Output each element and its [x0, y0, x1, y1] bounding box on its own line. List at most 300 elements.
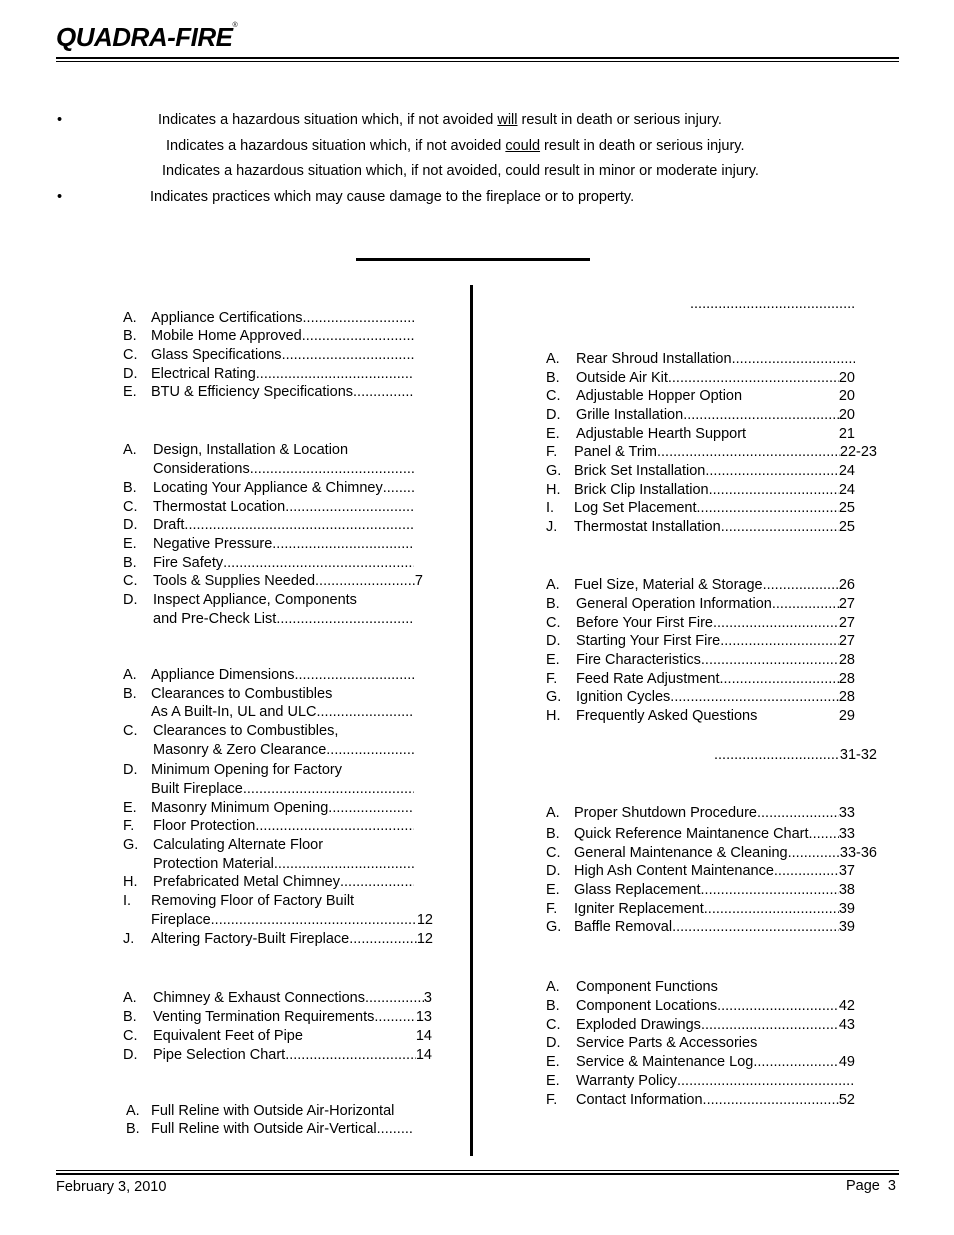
toc-page-number: 33 [838, 805, 855, 821]
toc-page-number: 26 [838, 577, 855, 593]
toc-entry-title: Masonry & Zero Clearance [153, 742, 327, 758]
toc-entry-letter: C. [123, 347, 138, 363]
toc-entry-title: Ignition Cycles [576, 689, 671, 705]
toc-entry-title: Contact Information [576, 1092, 703, 1108]
toc-entry-title: Glass Specifications [151, 347, 282, 363]
toc-entry-title: Floor Protection [153, 818, 256, 834]
toc-entry [546, 881, 855, 899]
toc-dot-leader [211, 911, 417, 929]
toc-entry [123, 1046, 432, 1064]
toc-dot-leader [315, 572, 415, 590]
toc-entry [153, 741, 414, 759]
toc-page-number: 33-36 [839, 845, 877, 861]
toc-entry-letter: A. [546, 351, 560, 367]
toc-entry [123, 383, 414, 401]
toc-entry-letter: H. [123, 874, 138, 890]
toc-entry [546, 844, 877, 862]
toc-entry [126, 1102, 414, 1120]
toc-entry-letter: C. [123, 723, 138, 739]
toc-entry [546, 825, 855, 843]
toc-entry-letter: D. [123, 366, 138, 382]
toc-entry [546, 997, 855, 1015]
toc-entry-letter: E. [546, 426, 560, 442]
toc-entry [151, 780, 414, 798]
toc-entry-title: Electrical Rating [151, 366, 256, 382]
toc-entry-title: Rear Shroud Installation [576, 351, 732, 367]
toc-entry-letter: F. [546, 901, 558, 917]
toc-dot-leader [285, 498, 414, 516]
toc-entry-letter: A. [546, 577, 560, 593]
toc-dot-leader [353, 383, 414, 401]
toc-page-number: 38 [838, 882, 855, 898]
toc-page-number: 20 [838, 407, 855, 423]
toc-dot-leader [317, 703, 415, 721]
toc-entry-letter: E. [123, 800, 137, 816]
toc-entry-letter: E. [546, 652, 560, 668]
toc-dot-leader [274, 855, 414, 873]
toc-entry-letter: G. [546, 463, 562, 479]
hazard-text-tail: result in death or serious injury. [540, 138, 745, 154]
toc-entry-letter: D. [123, 762, 138, 778]
toc-entry-letter: H. [546, 482, 561, 498]
toc-entry-letter: B. [123, 1009, 137, 1025]
toc-entry [546, 1072, 855, 1090]
toc-dot-leader [714, 746, 840, 764]
toc-entry-letter: G. [546, 689, 562, 705]
toc-entry-title: Clearances to Combustibles, [153, 723, 339, 739]
toc-entry [546, 462, 855, 480]
toc-entry-title: Fire Characteristics [576, 652, 701, 668]
toc-entry-letter: F. [546, 1092, 558, 1108]
toc-entry-letter: C. [123, 1028, 138, 1044]
toc-entry-title: Exploded Drawings [576, 1017, 701, 1033]
toc-entry-title: Fuel Size, Material & Storage [574, 577, 763, 593]
toc-entry [123, 799, 414, 817]
toc-dot-leader [763, 576, 839, 594]
toc-entry-title: High Ash Content Maintenance [574, 863, 774, 879]
toc-entry [123, 1027, 432, 1045]
toc-entry-title: Component Functions [576, 979, 718, 995]
toc-entry [546, 1053, 855, 1071]
toc-entry-letter: D. [123, 592, 138, 608]
toc-entry-letter: J. [123, 931, 135, 947]
toc-entry-letter: G. [546, 919, 562, 935]
toc-entry [123, 346, 414, 364]
toc-page-number: 12 [416, 912, 433, 928]
toc-entry-title: Grille Installation [576, 407, 684, 423]
toc-entry-letter: J. [546, 519, 558, 535]
toc-dot-leader [753, 1053, 839, 1071]
toc-entry-title: Pipe Selection Chart [153, 1047, 286, 1063]
toc-page-number: 28 [838, 689, 855, 705]
toc-page-number: 7 [414, 573, 423, 589]
toc-entry-letter: B. [546, 826, 560, 842]
toc-entry-letter: C. [123, 499, 138, 515]
toc-page-number: 39 [838, 901, 855, 917]
toc-dot-leader [377, 1120, 414, 1138]
hazard-emphasis: will [497, 112, 518, 128]
toc-entry-title: Prefabricated Metal Chimney [153, 874, 340, 890]
toc-entry-letter: E. [123, 384, 137, 400]
toc-entry-title: Chimney & Exhaust Connections [153, 990, 365, 1006]
toc-entry-letter: D. [546, 633, 561, 649]
toc-dot-leader [668, 369, 839, 387]
toc-entry-letter: C. [546, 1017, 561, 1033]
toc-dot-leader [721, 518, 839, 536]
toc-entry-letter: D. [123, 517, 138, 533]
toc-entry [546, 978, 855, 996]
toc-dot-leader [732, 350, 855, 368]
toc-dot-leader [703, 1091, 839, 1109]
toc-entry-letter: B. [546, 370, 560, 386]
toc-entry-letter: D. [123, 1047, 138, 1063]
toc-page-number: 29 [838, 708, 855, 724]
footer-rule-thick [56, 1173, 899, 1175]
toc-entry-letter: E. [546, 882, 560, 898]
toc-entry-title: Considerations [153, 461, 250, 477]
toc-entry-letter: A. [546, 979, 560, 995]
toc-entry-title: Minimum Opening for Factory [151, 762, 342, 778]
toc-entry-letter: F. [123, 818, 135, 834]
toc-entry [153, 855, 414, 873]
toc-entry [546, 576, 855, 594]
hazard-definition-line [158, 111, 722, 129]
toc-page-number: 49 [838, 1054, 855, 1070]
toc-entry-title: Venting Termination Requirements [153, 1009, 375, 1025]
toc-entry-title: Starting Your First Fire [576, 633, 721, 649]
toc-entry [123, 572, 423, 590]
toc-entry [546, 804, 855, 822]
toc-entry [546, 614, 855, 632]
toc-dot-leader [256, 365, 414, 383]
toc-entry [546, 707, 855, 725]
toc-page-number: 33 [838, 826, 855, 842]
toc-dot-leader [285, 1046, 416, 1064]
toc-dot-leader [326, 741, 414, 759]
toc-dot-leader [365, 989, 424, 1007]
hazard-text: Indicates a hazardous situation which, if not avoided [158, 112, 498, 128]
toc-entry-title: Igniter Replacement [574, 901, 704, 917]
toc-entry-title: Full Reline with Outside Air-Vertical [151, 1121, 377, 1137]
toc-entry-title: Tools & Supplies Needed [153, 573, 316, 589]
toc-entry-letter: G. [123, 837, 139, 853]
toc-page-number: 27 [838, 596, 855, 612]
toc-page-number: 20 [838, 370, 855, 386]
toc-dot-leader [701, 651, 839, 669]
toc-entry-letter: A. [123, 990, 137, 1006]
toc-entry [123, 591, 414, 609]
toc-entry [546, 387, 855, 405]
header-rule-thin [56, 61, 899, 62]
toc-entry-title: Component Locations [576, 998, 718, 1014]
hazard-definition-line [162, 162, 759, 180]
toc-entry-letter: C. [123, 573, 138, 589]
toc-entry-title: Altering Factory-Built Fireplace [151, 931, 350, 947]
hazard-text: Indicates practices which may cause damage to the fireplace or to property. [150, 189, 635, 205]
toc-entry-title: Draft [153, 517, 185, 533]
toc-page-number: 43 [838, 1017, 855, 1033]
toc-entry [546, 350, 855, 368]
toc-entry [123, 836, 414, 854]
toc-dot-leader [683, 406, 839, 424]
toc-page-number: 39 [838, 919, 855, 935]
toc-entry-letter: C. [546, 845, 561, 861]
toc-entry-letter: E. [546, 1073, 560, 1089]
toc-entry-letter: B. [123, 555, 137, 571]
toc-entry-letter: F. [546, 671, 558, 687]
toc-page-number: 37 [838, 863, 855, 879]
toc-page-number: 24 [838, 482, 855, 498]
toc-dot-leader [223, 554, 414, 572]
toc-dot-leader [383, 479, 414, 497]
header-rule-thick [56, 57, 899, 59]
toc-page-number: 27 [838, 615, 855, 631]
toc-entry-letter: A. [123, 310, 137, 326]
toc-entry-title: Adjustable Hearth Support [576, 426, 747, 442]
toc-entry [690, 295, 855, 313]
toc-entry [123, 930, 433, 948]
toc-page-number: 42 [838, 998, 855, 1014]
toc-entry-letter: B. [123, 480, 137, 496]
footer-date: February 3, 2010 [56, 1179, 167, 1195]
logo-word-fire: FIRE [175, 22, 233, 52]
toc-entry-title: Adjustable Hopper Option [576, 388, 743, 404]
toc-dot-leader [713, 614, 839, 632]
toc-entry-letter: B. [123, 686, 137, 702]
toc-entry [546, 425, 855, 443]
toc-entry-letter: D. [546, 1035, 561, 1051]
toc-page-number: 12 [416, 931, 433, 947]
toc-dot-leader [701, 881, 839, 899]
hazard-text-tail: result in death or serious injury. [517, 112, 722, 128]
toc-entry-letter: B. [123, 328, 137, 344]
toc-entry [151, 703, 414, 721]
toc-title-underline [356, 258, 590, 261]
toc-page-number: 27 [838, 633, 855, 649]
toc-entry [546, 1016, 855, 1034]
toc-entry-letter: B. [126, 1121, 140, 1137]
toc-entry-title: Log Set Placement [574, 500, 697, 516]
toc-page-number: 28 [838, 652, 855, 668]
toc-dot-leader [255, 817, 414, 835]
toc-dot-leader [243, 780, 414, 798]
toc-entry-letter: I. [546, 500, 555, 516]
quadra-fire-logo [56, 22, 237, 53]
toc-entry [123, 309, 414, 327]
toc-entry-letter: D. [546, 863, 561, 879]
toc-page-number: 21 [838, 426, 855, 442]
toc-entry-title: Clearances to Combustibles [151, 686, 333, 702]
toc-page-number: 31-32 [839, 747, 877, 763]
toc-entry-title: Fire Safety [153, 555, 224, 571]
toc-entry-title: Service Parts & Accessories [576, 1035, 758, 1051]
toc-entry-letter: C. [546, 615, 561, 631]
toc-entry-title: Fireplace [151, 912, 211, 928]
toc-entry [546, 369, 855, 387]
toc-dot-leader [709, 481, 839, 499]
toc-entry [546, 499, 855, 517]
toc-entry-title: Appliance Certifications [151, 310, 303, 326]
toc-entry-title: As A Built-In, UL and ULC [151, 704, 317, 720]
toc-entry-letter: B. [546, 596, 560, 612]
hazard-definition-line [150, 188, 634, 206]
toc-dot-leader [349, 930, 417, 948]
toc-dot-leader [697, 499, 839, 517]
toc-dot-leader [788, 844, 840, 862]
toc-entry [123, 817, 414, 835]
toc-entry-title: Panel & Trim [574, 444, 657, 460]
toc-dot-leader [672, 918, 839, 936]
toc-dot-leader [657, 443, 840, 461]
toc-page-number: 25 [838, 519, 855, 535]
toc-dot-leader [704, 900, 839, 918]
toc-entry-letter: B. [546, 998, 560, 1014]
toc-entry [126, 1120, 414, 1138]
toc-entry [546, 1034, 855, 1052]
toc-entry [123, 327, 414, 345]
hazard-text: Indicates a hazardous situation which, if not avoided, could result in minor or moderate injury. [162, 163, 759, 179]
toc-entry [123, 516, 414, 534]
toc-entry-title: Brick Clip Installation [574, 482, 709, 498]
toc-dot-leader [705, 462, 838, 480]
toc-page-number: 13 [415, 1009, 432, 1025]
toc-entry-title: BTU & Efficiency Specifications [151, 384, 354, 400]
toc-entry-title: Inspect Appliance, Components [153, 592, 357, 608]
toc-dot-leader [772, 595, 839, 613]
toc-entry-title: Before Your First Fire [576, 615, 713, 631]
toc-entry [123, 498, 414, 516]
toc-page-number: 24 [838, 463, 855, 479]
toc-entry-title: Negative Pressure [153, 536, 273, 552]
toc-dot-leader [303, 309, 414, 327]
toc-entry-letter: A. [126, 1103, 140, 1119]
toc-entry-title: and Pre-Check List [153, 611, 277, 627]
toc-entry-title: Mobile Home Approved [151, 328, 302, 344]
toc-entry [714, 746, 877, 764]
toc-entry-title: Thermostat Location [153, 499, 286, 515]
toc-entry-letter: A. [546, 805, 560, 821]
toc-entry-title: General Operation Information [576, 596, 772, 612]
hazard-bullet: • [57, 189, 63, 205]
toc-entry [123, 873, 414, 891]
toc-dot-leader [340, 873, 414, 891]
toc-dot-leader [294, 666, 414, 684]
hazard-text: Indicates a hazardous situation which, if not avoided [166, 138, 506, 154]
toc-entry [123, 666, 414, 684]
toc-entry-title: Removing Floor of Factory Built [151, 893, 355, 909]
toc-entry [153, 610, 414, 628]
toc-entry-title: Equivalent Feet of Pipe [153, 1028, 303, 1044]
toc-page-number: 14 [415, 1047, 432, 1063]
toc-dot-leader [719, 670, 838, 688]
toc-dot-leader [717, 997, 839, 1015]
toc-entry [546, 670, 855, 688]
toc-entry [546, 595, 855, 613]
toc-entry [546, 1091, 855, 1109]
toc-entry [546, 518, 855, 536]
toc-dot-leader [774, 862, 839, 880]
toc-entry-title: Protection Material [153, 856, 274, 872]
toc-entry-letter: H. [546, 708, 561, 724]
toc-dot-leader [184, 516, 414, 534]
toc-entry-title: Proper Shutdown Procedure [574, 805, 757, 821]
toc-dot-leader [677, 1072, 855, 1090]
toc-entry-title: Full Reline with Outside Air-Horizontal [151, 1103, 395, 1119]
hazard-bullet: • [57, 112, 63, 128]
toc-entry [546, 918, 855, 936]
toc-entry [153, 460, 414, 478]
toc-entry [123, 892, 414, 910]
toc-page-number: 52 [838, 1092, 855, 1108]
toc-entry [123, 761, 414, 779]
toc-page-number: 22-23 [839, 444, 877, 460]
toc-entry [123, 535, 414, 553]
toc-entry [546, 862, 855, 880]
toc-dot-leader [701, 1016, 839, 1034]
toc-entry-letter: C. [546, 388, 561, 404]
toc-entry-title: Warranty Policy [576, 1073, 677, 1089]
toc-entry-title: Appliance Dimensions [151, 667, 295, 683]
toc-page-number: 20 [838, 388, 855, 404]
toc-entry-letter: A. [123, 442, 137, 458]
logo-dash: - [167, 22, 176, 52]
toc-entry-title: Feed Rate Adjustment [576, 671, 720, 687]
toc-entry-title: Built Fireplace [151, 781, 243, 797]
toc-entry-title: Baffle Removal [574, 919, 673, 935]
toc-entry-title: Glass Replacement [574, 882, 701, 898]
toc-entry-title: Brick Set Installation [574, 463, 706, 479]
toc-dot-leader [809, 825, 839, 843]
toc-entry-letter: F. [546, 444, 558, 460]
toc-entry [123, 365, 414, 383]
toc-entry [546, 651, 855, 669]
toc-entry [151, 911, 433, 929]
toc-dot-leader [757, 804, 839, 822]
toc-dot-leader [250, 460, 414, 478]
toc-entry [546, 688, 855, 706]
toc-entry [123, 479, 414, 497]
hazard-definition-line [166, 137, 744, 155]
toc-dot-leader [690, 295, 855, 313]
toc-entry [546, 406, 855, 424]
toc-entry [123, 441, 414, 459]
toc-entry [123, 722, 414, 740]
toc-entry-title: Design, Installation & Location [153, 442, 349, 458]
toc-dot-leader [276, 610, 414, 628]
toc-entry [123, 1008, 432, 1026]
toc-page-number: 25 [838, 500, 855, 516]
toc-entry [123, 685, 414, 703]
toc-entry-title: Quick Reference Maintanence Chart [574, 826, 809, 842]
toc-entry [546, 443, 877, 461]
toc-entry-title: Calculating Alternate Floor [153, 837, 324, 853]
toc-entry [546, 632, 855, 650]
toc-entry-letter: E. [123, 536, 137, 552]
hazard-emphasis: could [505, 138, 541, 154]
toc-dot-leader [282, 346, 414, 364]
toc-dot-leader [302, 327, 414, 345]
toc-entry-letter: D. [546, 407, 561, 423]
toc-entry-title: Masonry Minimum Opening [151, 800, 329, 816]
toc-page-number: 3 [423, 990, 432, 1006]
toc-entry-title: General Maintenance & Cleaning [574, 845, 788, 861]
toc-dot-leader [374, 1008, 415, 1026]
footer-rule-thin [56, 1170, 899, 1171]
toc-entry-title: Outside Air Kit [576, 370, 668, 386]
footer-page-number: Page 3 [846, 1178, 896, 1194]
logo-word-quadra: QUADRA [56, 22, 168, 52]
toc-dot-leader [328, 799, 414, 817]
